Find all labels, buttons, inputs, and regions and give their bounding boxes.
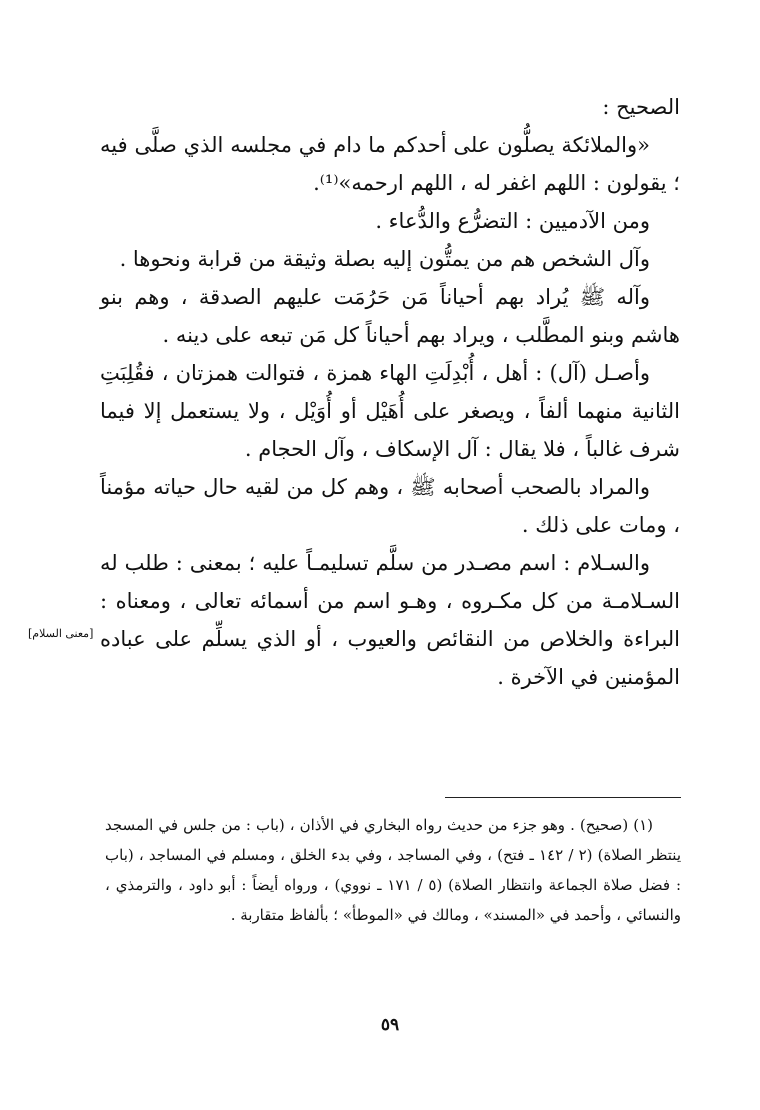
footnotes	[105, 810, 681, 930]
margin-note: [معنى السلام]	[28, 627, 94, 640]
paragraph-al-origin: وأصـل (آل) : أهل ، أُبْدِلَتِ الهاء همزة ، فتوالت همزتان ، فقُلِبَتِ الثانية منهما ألفاً ، ويصغر على أُهَيْل أو أُوَيْل ، ولا يستعمل إلا فيما شرف غالباً ، فلا يقال : آل الإسكاف ، وآل الحجام .	[100, 361, 680, 461]
paragraph-al-prophet: وآله ﷺ يُراد بهم أحياناً مَن حَرُمَت عليهم الصدقة ، وهم بنو هاشم وبنو المطَّلب ، ويراد بهم أحياناً كل مَن تبعه على دينه .	[100, 285, 680, 347]
paragraph-hadith-quote: «والملائكة يصلُّون على أحدكم ما دام في مجلسه الذي صلَّى فيه ؛ يقولون : اللهم اغفر له ، اللهم ارحمه»⁽¹⁾.	[100, 133, 680, 195]
main-text	[100, 88, 680, 696]
footnote-1: (١) (صحيح) . وهو جزء من حديث رواه البخاري في الأذان ، (باب : من جلس في المسجد ينتظر الصلاة) (٢ / ١٤٢ ـ فتح) ، وفي المساجد ، وفي بدء الخلق ، ومسلم في المساجد ، (باب : فضل صلاة الجماعة وانتظار الصلاة) (٥ / ١٧١ ـ نووي) ، ورواه أيضاً : أبو داود ، والترمذي ، والنسائي ، وأحمد في «المسند» ، ومالك في «الموطأ» ؛ بألفاظ متقاربة .	[105, 816, 682, 924]
paragraph-humans: ومن الآدميين : التضرُّع والدُّعاء .	[375, 209, 650, 233]
footnote-separator	[445, 797, 681, 798]
paragraph-companions: والمراد بالصحب أصحابه ﷺ ، وهم كل من لقيه حال حياته مؤمناً ، ومات على ذلك .	[100, 475, 680, 537]
paragraph-al-definition: وآل الشخص هم من يمتُّون إليه بصلة وثيقة من قرابة ونحوها .	[119, 247, 650, 271]
paragraph-heading: الصحيح :	[602, 95, 680, 119]
paragraph-salam: والسـلام : اسم مصـدر من سلَّم تسليمـاً عليه ؛ بمعنى : طلب له السـلامـة من كل مكـروه ، وهـو اسم من أسمائه تعالى ، ومعناه : البراءة والخلاص من النقائص والعيوب ، أو الذي يسلِّم على عباده المؤمنين في الآخرة .	[100, 551, 680, 689]
page-number: ٥٩	[380, 1015, 400, 1035]
